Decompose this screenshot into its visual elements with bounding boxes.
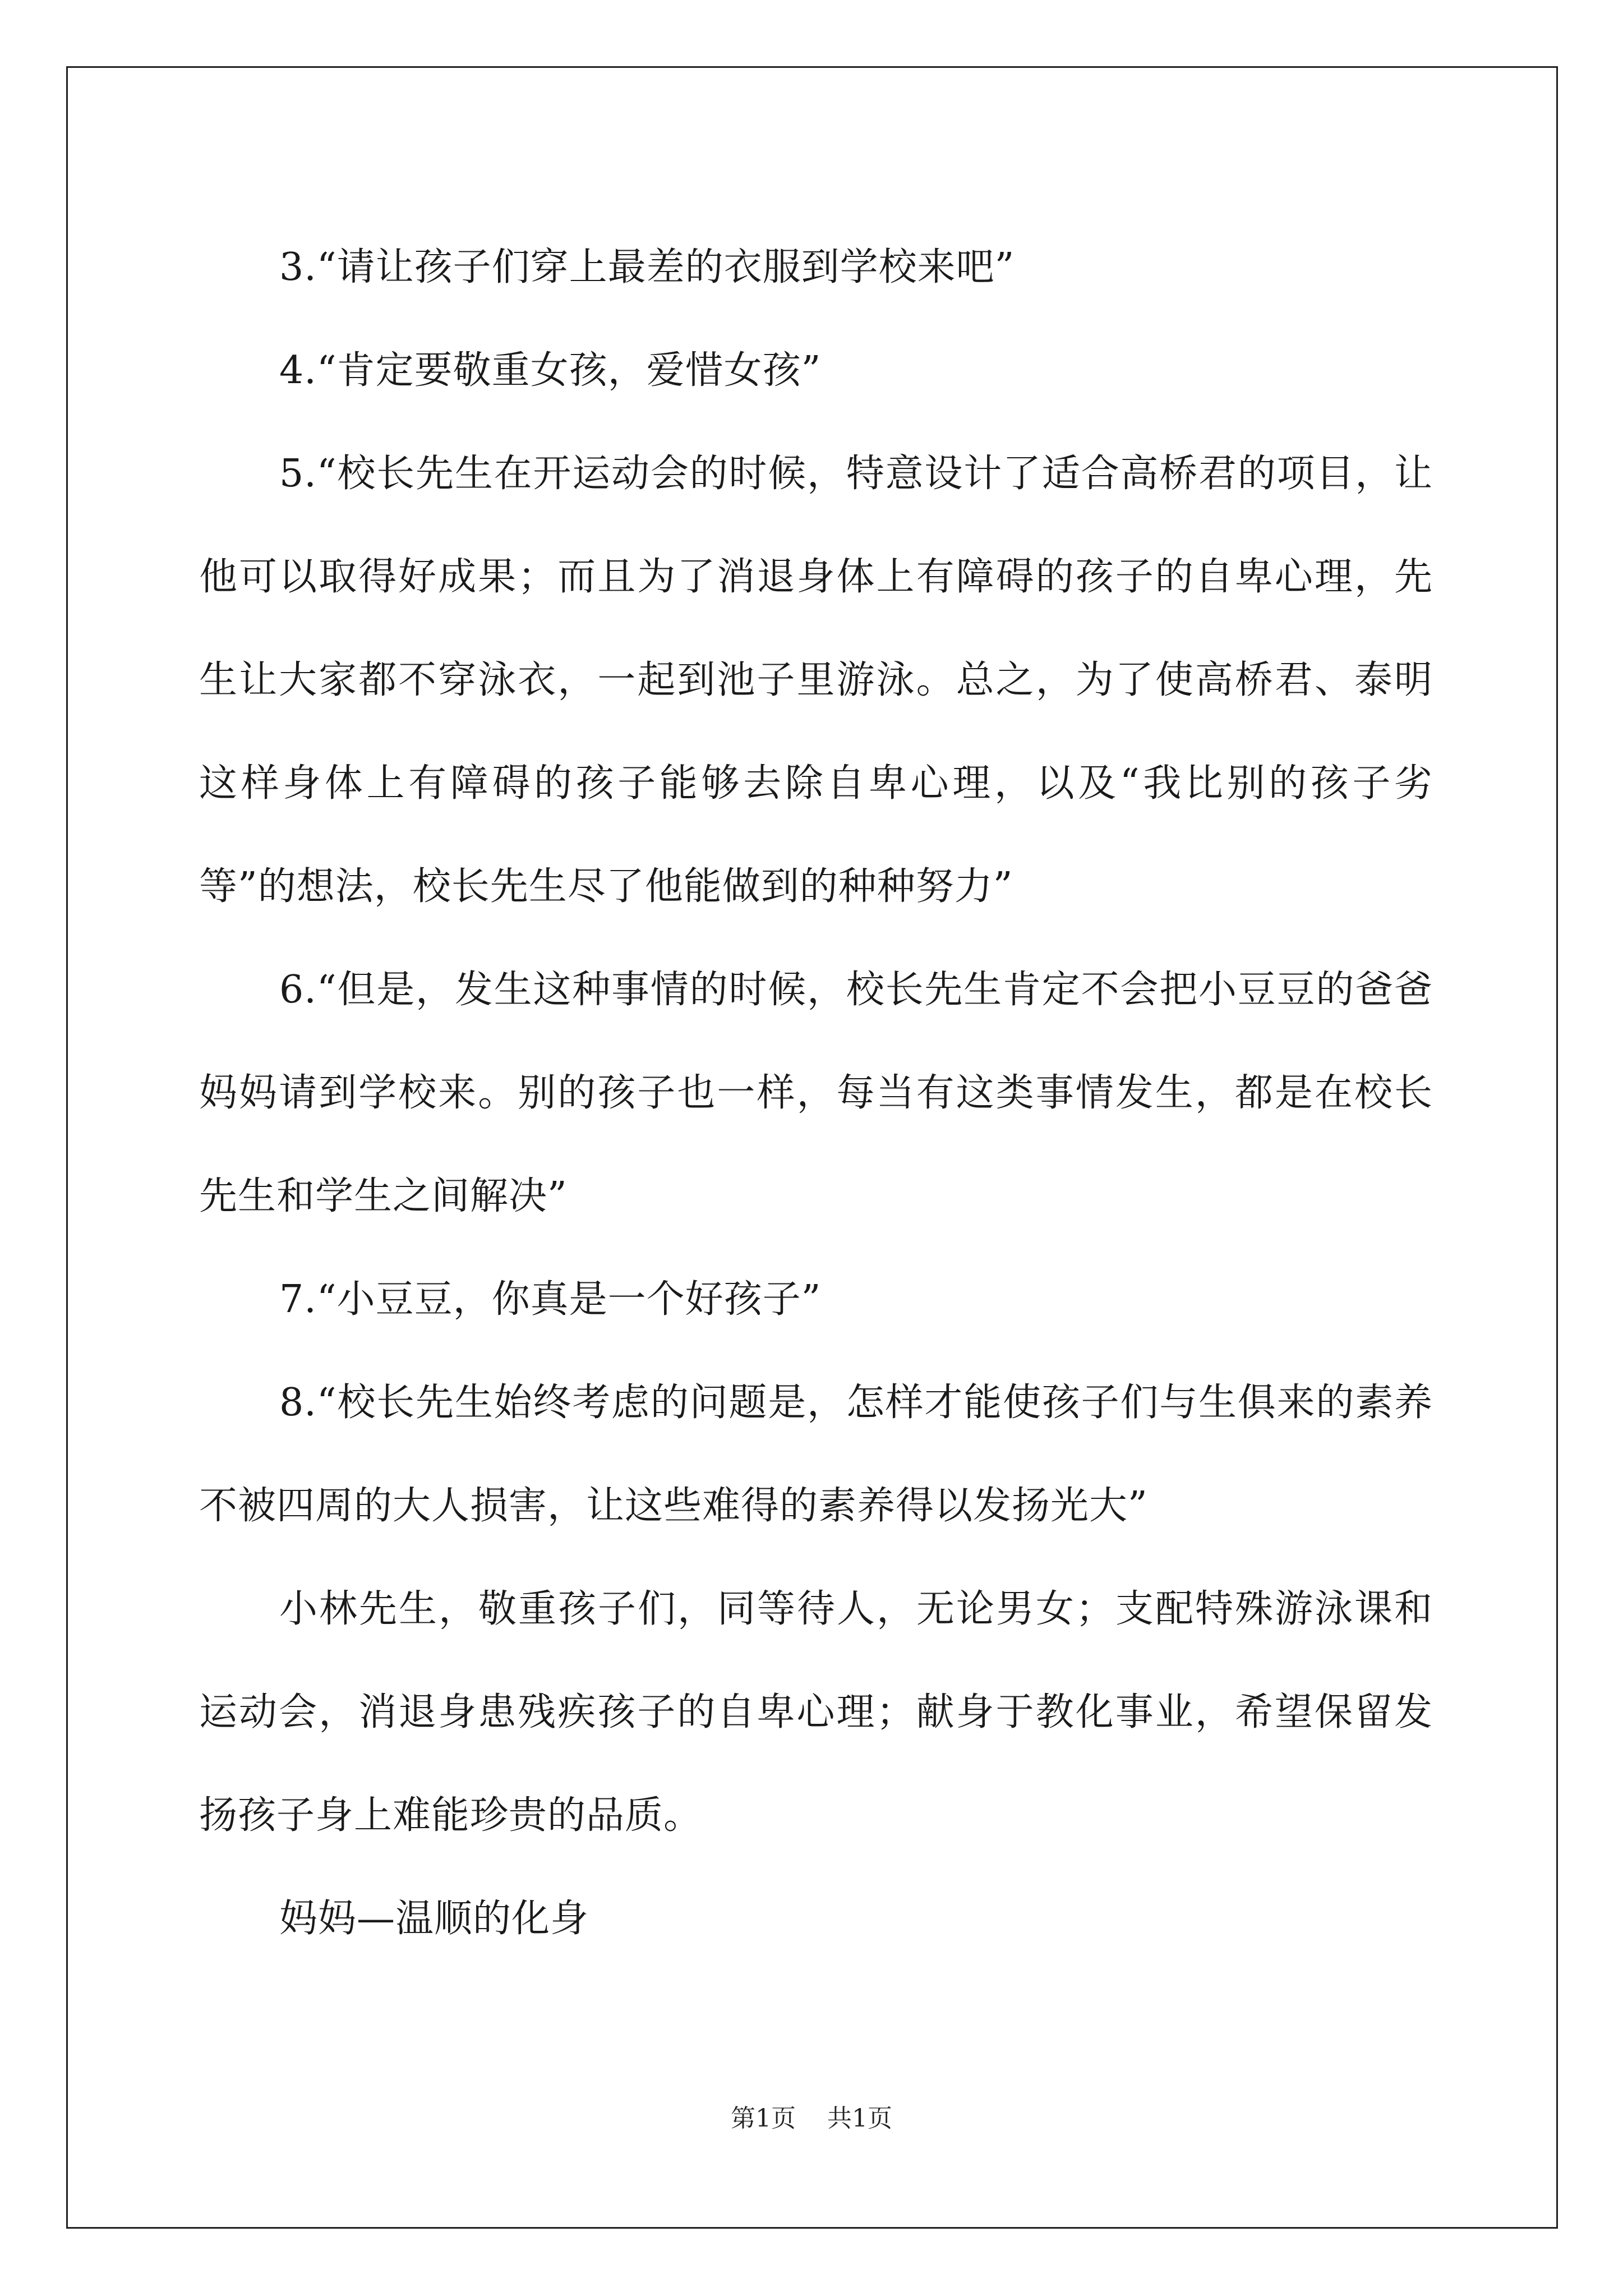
paragraph-item-4: 4.“肯定要敬重女孩，爱惜女孩” [279, 348, 822, 393]
paragraph-item-6: 6.“但是，发生这种事情的时候，校长先生肯定不会把小豆豆的爸爸妈妈请到学校来。别的孩子也一样，每当有这类事情发生，都是在校长先生和学生之间解决” [199, 968, 1433, 1218]
paragraph-item-3: 3.“请让孩子们穿上最差的衣服到学校来吧” [279, 245, 1015, 289]
page-number: 第1页 [731, 2104, 796, 2133]
paragraph-item-7: 7.“小豆豆，你真是一个好孩子” [279, 1277, 822, 1322]
paragraph-item-5: 5.“校长先生在开运动会的时候，特意设计了适合高桥君的项目，让他可以取得好成果；而且为了消退身体上有障碍的孩子的自卑心理，先生让大家都不穿泳衣，一起到池子里游泳。总之，为了使高桥君、泰明这样身体上有障碍的孩子能够去除自卑心理，以及“我比别的孩子劣等”的想法，校长先生尽了他能做到的种种努力” [199, 452, 1433, 909]
document-body [199, 216, 1433, 1971]
page-footer [0, 2098, 1623, 2134]
paragraph-heading-mother: 妈妈—温顺的化身 [279, 1897, 589, 1941]
paragraph-item-8: 8.“校长先生始终考虑的问题是，怎样才能使孩子们与生俱来的素养不被四周的大人损害，让这些难得的素养得以发扬光大” [199, 1381, 1433, 1528]
page-total: 共1页 [827, 2104, 892, 2133]
paragraph-summary: 小林先生，敬重孩子们，同等待人，无论男女；支配特殊游泳课和运动会，消退身患残疾孩子的自卑心理；献身于教化事业，希望保留发扬孩子身上难能珍贵的品质。 [199, 1587, 1433, 1838]
